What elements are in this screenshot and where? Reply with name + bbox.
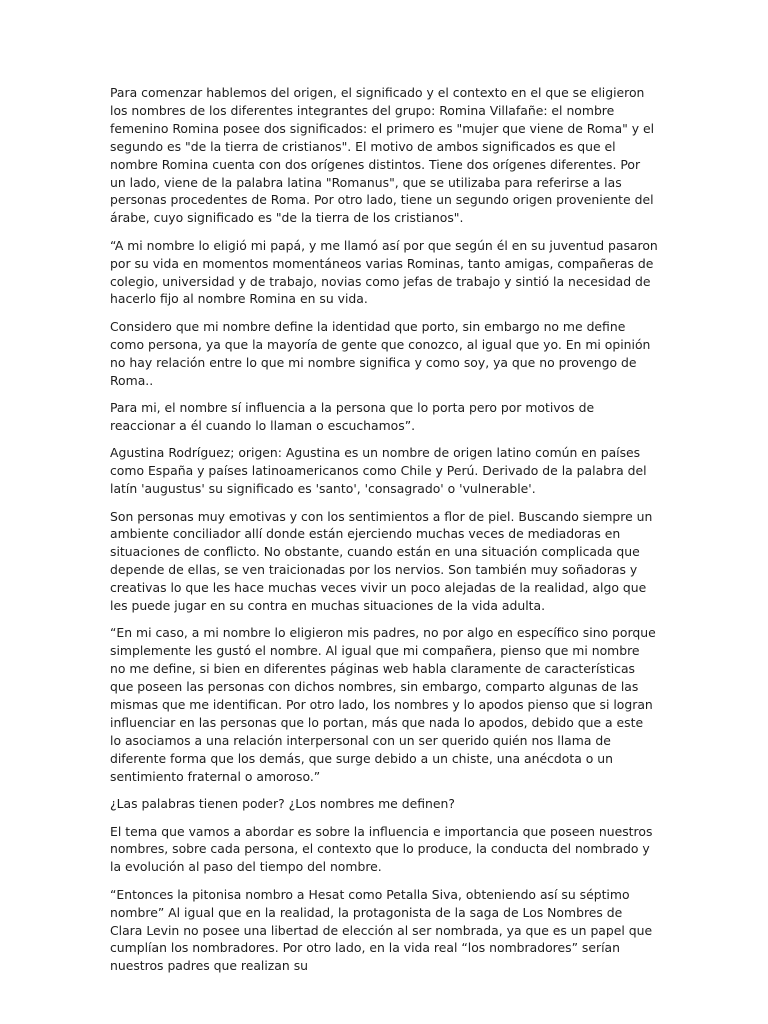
paragraph-topic: El tema que vamos a abordar es sobre la influencia e importancia que poseen nuestros nombres, sobre cada persona, el contexto que lo produce, la conducta del nombrado y la evolución al paso del tiempo del nombre. [110,823,653,875]
paragraph-agustina-quote: “En mi caso, a mi nombre lo eligieron mis padres, no por algo en específico sino porque simplemente les gustó el nombre. Al igual que mi compañera, pienso que mi nombre no me define, si bien en diferentes páginas web habla claramente de características que poseen las personas con dichos nombres, sin embargo, comparto algunas de las mismas que me identifican. Por otro lado, los nombres y lo apodos pienso que si logran influenciar en las personas que lo portan, más que nada lo apodos, debido que a este lo asociamos a una relación interpersonal con un ser querido quién nos llama de diferente forma que los demás, que surge debido a un chiste, una anécdota o un sentimiento fraternal o amoroso.” [110,625,656,784]
paragraph-clara-levin: “Entonces la pitonisa nombro a Hesat como Petalla Siva, obteniendo así su séptimo nombre” Al igual que en la realidad, la protagonista de la saga de Los Nombres de Clara Levin no posee una libertad de elección al ser nombrada, ya que es un papel que cumplían los nombradores. Por otro lado, en la vida real “los nombradores” serían nuestros padres que realizan su [110,886,653,974]
paragraph-questions: ¿Las palabras tienen poder? ¿Los nombres me definen? [110,796,455,812]
paragraph-romina-origin: Para comenzar hablemos del origen, el significado y el contexto en el que se eligieron los nombres de los diferentes integrantes del grupo: Romina Villafañe: el nombre femenino Romina posee dos significados: el primero es "mujer que viene de Roma" y el segundo es "de la tierra de cristianos". El motivo de ambos significados es que el nombre Romina cuenta con dos orígenes distintos. Tiene dos orígenes diferentes. Por un lado, viene de la palabra latina "Romanus", que se utilizaba para referirse a las personas procedentes de Roma. Por otro lado, tiene un segundo origen proveniente del árabe, cuyo significado es "de la tierra de los cristianos". [110,85,655,226]
paragraph-romina-quote: “A mi nombre lo eligió mi papá, y me llamó así por que según él en su juventud pasaron por su vida en momentos momentáneos varias Rominas, tanto amigas, compañeras de colegio, universidad y de trabajo, novias como jefas de trabajo y sintió la necesidad de hacerlo fijo al nombre Romina en su vida. [110,237,658,307]
document-page [110,84,658,985]
paragraph-romina-identity: Considero que mi nombre define la identidad que porto, sin embargo no me define como persona, ya que la mayoría de gente que conozco, al igual que yo. En mi opinión no hay relación entre lo que mi nombre significa y como soy, ya que no provengo de Roma.. [110,318,651,388]
paragraph-agustina-traits: Son personas muy emotivas y con los sentimientos a flor de piel. Buscando siempre un ambiente conciliador allí donde están ejerciendo muchas veces de mediadoras en situaciones de conflicto. No obstante, cuando están en una situación complicada que depende de ellas, se ven traicionadas por los nervios. Son también muy soñadoras y creativas lo que les hace muchas veces vivir un poco alejadas de la realidad, algo que les puede jugar en su contra en muchas situaciones de la vida adulta. [110,508,653,614]
paragraph-agustina-origin: Agustina Rodríguez; origen: Agustina es un nombre de origen latino común en países como España y países latinoamericanos como Chile y Perú. Derivado de la palabra del latín 'augustus' su significado es 'santo', 'consagrado' o 'vulnerable'. [110,445,647,497]
paragraph-romina-influence: Para mi, el nombre sí influencia a la persona que lo porta pero por motivos de reaccionar a él cuando lo llaman o escuchamos”. [110,400,595,433]
